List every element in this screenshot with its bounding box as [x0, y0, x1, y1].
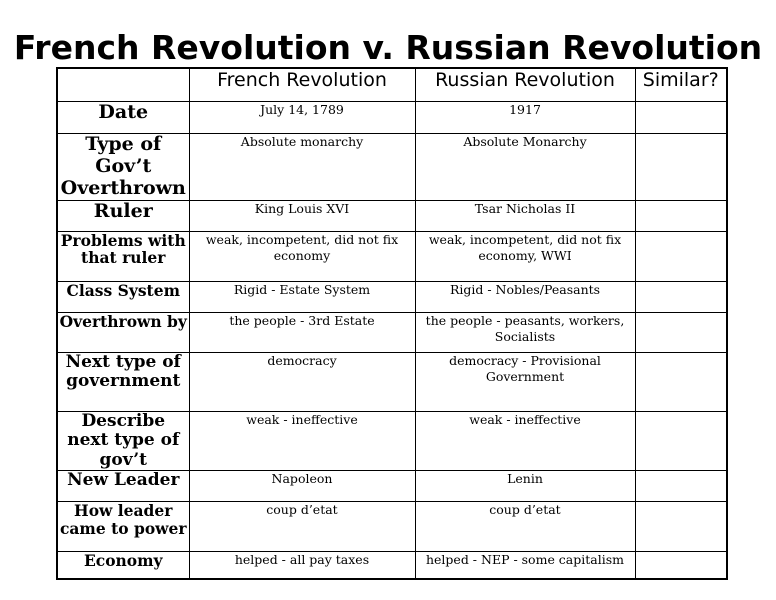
- table-row: [57, 102, 727, 134]
- french-cell: the people - 3rd Estate: [189, 312, 415, 352]
- row-label: Date: [57, 102, 189, 134]
- french-cell: weak - ineffective: [189, 411, 415, 471]
- french-cell: Rigid - Estate System: [189, 281, 415, 312]
- russian-cell: coup d’etat: [415, 502, 635, 552]
- russian-cell: weak - ineffective: [415, 411, 635, 471]
- russian-cell: the people - peasants, workers, Socialists: [415, 312, 635, 352]
- french-cell: King Louis XVI: [189, 200, 415, 231]
- similar-cell: [635, 312, 727, 352]
- header-russian-revolution: Russian Revolution: [415, 68, 635, 102]
- russian-cell: weak, incompetent, did not fix economy, WWI: [415, 231, 635, 281]
- row-label: Overthrown by: [57, 312, 189, 352]
- russian-cell: Absolute Monarchy: [415, 134, 635, 201]
- russian-cell: 1917: [415, 102, 635, 134]
- header-french-revolution: French Revolution: [189, 68, 415, 102]
- table-row: [57, 281, 727, 312]
- similar-cell: [635, 411, 727, 471]
- russian-cell: Lenin: [415, 471, 635, 502]
- french-cell: Napoleon: [189, 471, 415, 502]
- row-label: Class System: [57, 281, 189, 312]
- row-label: How leader came to power: [57, 502, 189, 552]
- similar-cell: [635, 231, 727, 281]
- table-row: [57, 231, 727, 281]
- similar-cell: [635, 471, 727, 502]
- table-row: [57, 411, 727, 471]
- table-row: [57, 552, 727, 579]
- french-cell: coup d’etat: [189, 502, 415, 552]
- russian-cell: Tsar Nicholas II: [415, 200, 635, 231]
- table-row: [57, 312, 727, 352]
- similar-cell: [635, 200, 727, 231]
- similar-cell: [635, 352, 727, 411]
- russian-cell: Rigid - Nobles/Peasants: [415, 281, 635, 312]
- french-cell: Absolute monarchy: [189, 134, 415, 201]
- row-label: Describe next type of gov’t: [57, 411, 189, 471]
- similar-cell: [635, 502, 727, 552]
- row-label: Problems with that ruler: [57, 231, 189, 281]
- page-title: French Revolution v. Russian Revolution: [13, 28, 763, 67]
- table-row: [57, 352, 727, 411]
- table-row: [57, 200, 727, 231]
- similar-cell: [635, 552, 727, 579]
- table-row: [57, 471, 727, 502]
- header-similar: Similar?: [635, 68, 727, 102]
- row-label: New Leader: [57, 471, 189, 502]
- row-label: Type of Gov’t Overthrown: [57, 134, 189, 201]
- header-row: [57, 68, 727, 102]
- comparison-table: [56, 67, 728, 580]
- french-cell: July 14, 1789: [189, 102, 415, 134]
- french-cell: helped - all pay taxes: [189, 552, 415, 579]
- french-cell: democracy: [189, 352, 415, 411]
- russian-cell: democracy - Provisional Government: [415, 352, 635, 411]
- similar-cell: [635, 281, 727, 312]
- table-row: [57, 134, 727, 201]
- russian-cell: helped - NEP - some capitalism: [415, 552, 635, 579]
- similar-cell: [635, 102, 727, 134]
- french-cell: weak, incompetent, did not fix economy: [189, 231, 415, 281]
- similar-cell: [635, 134, 727, 201]
- row-label: Economy: [57, 552, 189, 579]
- row-label: Next type of government: [57, 352, 189, 411]
- table-row: [57, 502, 727, 552]
- row-label: Ruler: [57, 200, 189, 231]
- header-blank: [57, 68, 189, 102]
